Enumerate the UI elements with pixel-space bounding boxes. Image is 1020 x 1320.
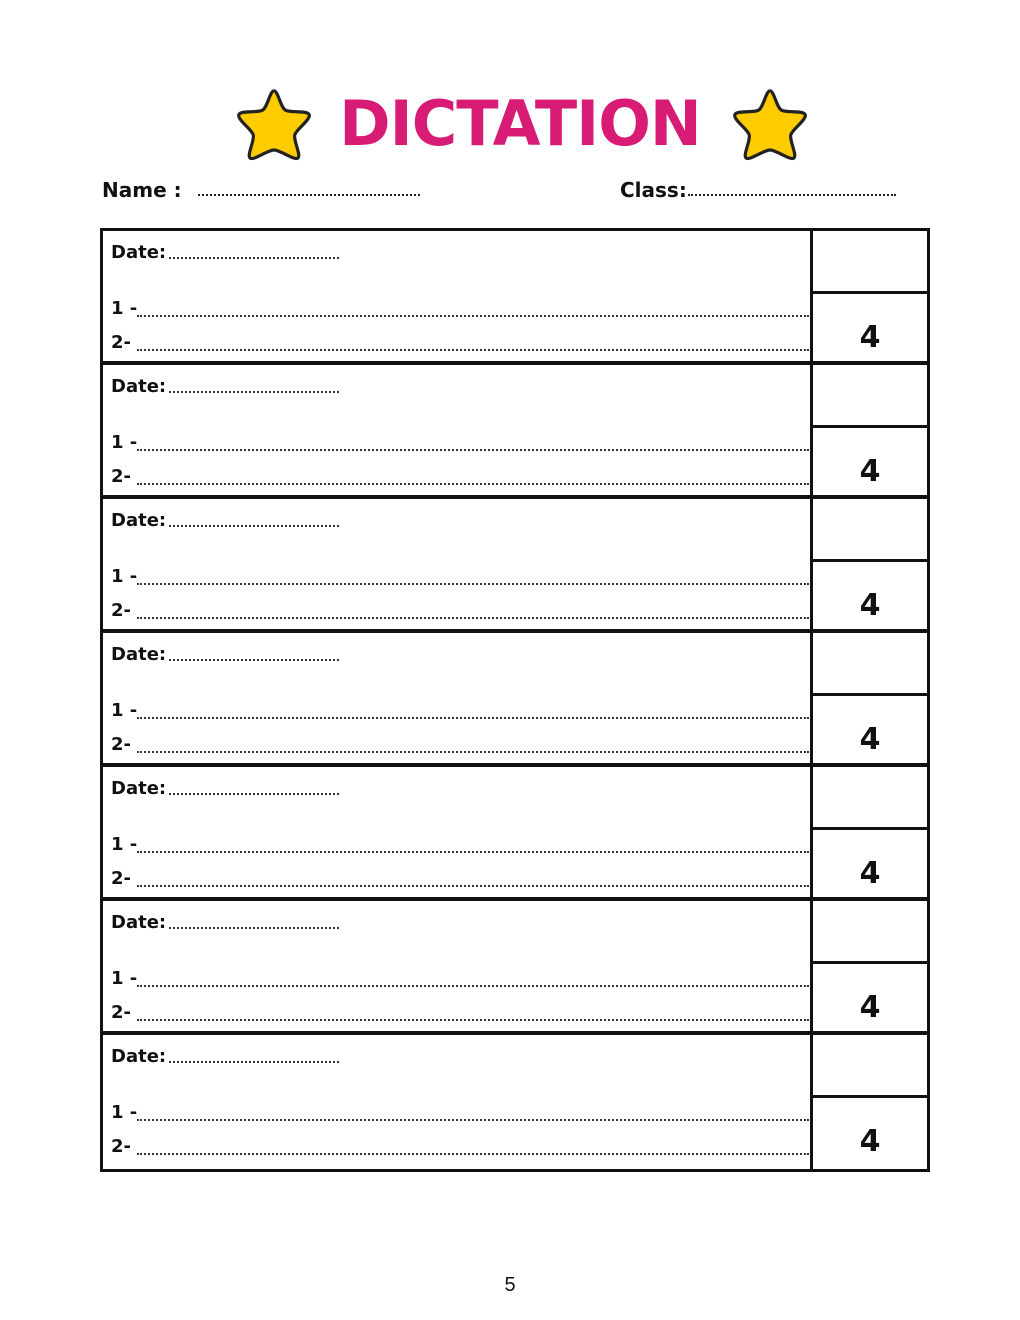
line-2-field[interactable] xyxy=(137,1019,809,1021)
score-total-box xyxy=(813,428,927,495)
score-input-box[interactable] xyxy=(813,499,927,562)
star-icon xyxy=(234,86,314,162)
student-info-row xyxy=(0,178,1020,208)
date-field[interactable] xyxy=(169,391,339,393)
score-total-box xyxy=(813,964,927,1031)
line-1-field[interactable] xyxy=(137,1119,809,1121)
class-field[interactable] xyxy=(688,178,896,200)
line-1-label: 1 - xyxy=(111,1102,138,1123)
line-2-field[interactable] xyxy=(137,483,809,485)
score-total: 4 xyxy=(859,990,881,1025)
date-label: Date: xyxy=(111,242,167,263)
date-label: Date: xyxy=(111,644,167,665)
line-1-label: 1 - xyxy=(111,298,138,319)
line-2-label: 2- xyxy=(111,1002,131,1023)
score-input-box[interactable] xyxy=(813,633,927,696)
date-label: Date: xyxy=(111,1046,167,1067)
line-1-field[interactable] xyxy=(137,315,809,317)
date-label: Date: xyxy=(111,912,167,933)
entry-writing-area xyxy=(103,633,813,763)
score-total-box xyxy=(813,1098,927,1165)
score-total-box xyxy=(813,696,927,763)
score-column xyxy=(813,499,927,629)
name-field[interactable] xyxy=(198,178,420,200)
score-total: 4 xyxy=(859,320,881,355)
line-1-field[interactable] xyxy=(137,851,809,853)
score-column xyxy=(813,231,927,361)
dictation-table xyxy=(100,228,930,1172)
dictation-entry xyxy=(103,767,927,901)
line-2-field[interactable] xyxy=(137,885,809,887)
dictation-entry xyxy=(103,901,927,1035)
dictation-entry xyxy=(103,633,927,767)
name-label: Name : xyxy=(102,178,182,202)
score-input-box[interactable] xyxy=(813,231,927,294)
date-field[interactable] xyxy=(169,525,339,527)
line-1-label: 1 - xyxy=(111,968,138,989)
score-total: 4 xyxy=(859,1124,881,1159)
line-1-label: 1 - xyxy=(111,834,138,855)
line-2-field[interactable] xyxy=(137,349,809,351)
entry-writing-area xyxy=(103,901,813,1031)
dictation-entry xyxy=(103,499,927,633)
dictation-entry xyxy=(103,1035,927,1169)
line-1-field[interactable] xyxy=(137,449,809,451)
line-1-label: 1 - xyxy=(111,566,138,587)
line-2-field[interactable] xyxy=(137,751,809,753)
score-column xyxy=(813,365,927,495)
entry-writing-area xyxy=(103,231,813,361)
line-2-label: 2- xyxy=(111,734,131,755)
date-field[interactable] xyxy=(169,1061,339,1063)
line-1-label: 1 - xyxy=(111,432,138,453)
score-column xyxy=(813,633,927,763)
date-field[interactable] xyxy=(169,659,339,661)
line-2-label: 2- xyxy=(111,332,131,353)
entry-writing-area xyxy=(103,365,813,495)
score-total: 4 xyxy=(859,454,881,489)
page-title: DICTATION xyxy=(339,87,701,160)
score-total-box xyxy=(813,294,927,361)
score-total-box xyxy=(813,562,927,629)
date-field[interactable] xyxy=(169,793,339,795)
score-input-box[interactable] xyxy=(813,901,927,964)
page-number: 5 xyxy=(504,1274,516,1296)
line-1-field[interactable] xyxy=(137,717,809,719)
entry-writing-area xyxy=(103,499,813,629)
score-total: 4 xyxy=(859,856,881,891)
dictation-entry xyxy=(103,365,927,499)
date-field[interactable] xyxy=(169,927,339,929)
date-label: Date: xyxy=(111,510,167,531)
date-label: Date: xyxy=(111,376,167,397)
score-input-box[interactable] xyxy=(813,365,927,428)
class-label: Class: xyxy=(620,178,687,202)
line-2-label: 2- xyxy=(111,1136,131,1157)
score-input-box[interactable] xyxy=(813,767,927,830)
line-1-field[interactable] xyxy=(137,985,809,987)
score-total: 4 xyxy=(859,722,881,757)
date-field[interactable] xyxy=(169,257,339,259)
score-total-box xyxy=(813,830,927,897)
line-2-label: 2- xyxy=(111,466,131,487)
entry-writing-area xyxy=(103,767,813,897)
line-2-label: 2- xyxy=(111,600,131,621)
date-label: Date: xyxy=(111,778,167,799)
dictation-entry xyxy=(103,231,927,365)
entry-writing-area xyxy=(103,1035,813,1169)
line-2-label: 2- xyxy=(111,868,131,889)
star-icon xyxy=(730,86,810,162)
page-header xyxy=(0,80,1020,170)
score-total: 4 xyxy=(859,588,881,623)
score-column xyxy=(813,1035,927,1169)
score-input-box[interactable] xyxy=(813,1035,927,1098)
line-1-label: 1 - xyxy=(111,700,138,721)
score-column xyxy=(813,767,927,897)
line-2-field[interactable] xyxy=(137,1153,809,1155)
line-2-field[interactable] xyxy=(137,617,809,619)
line-1-field[interactable] xyxy=(137,583,809,585)
score-column xyxy=(813,901,927,1031)
